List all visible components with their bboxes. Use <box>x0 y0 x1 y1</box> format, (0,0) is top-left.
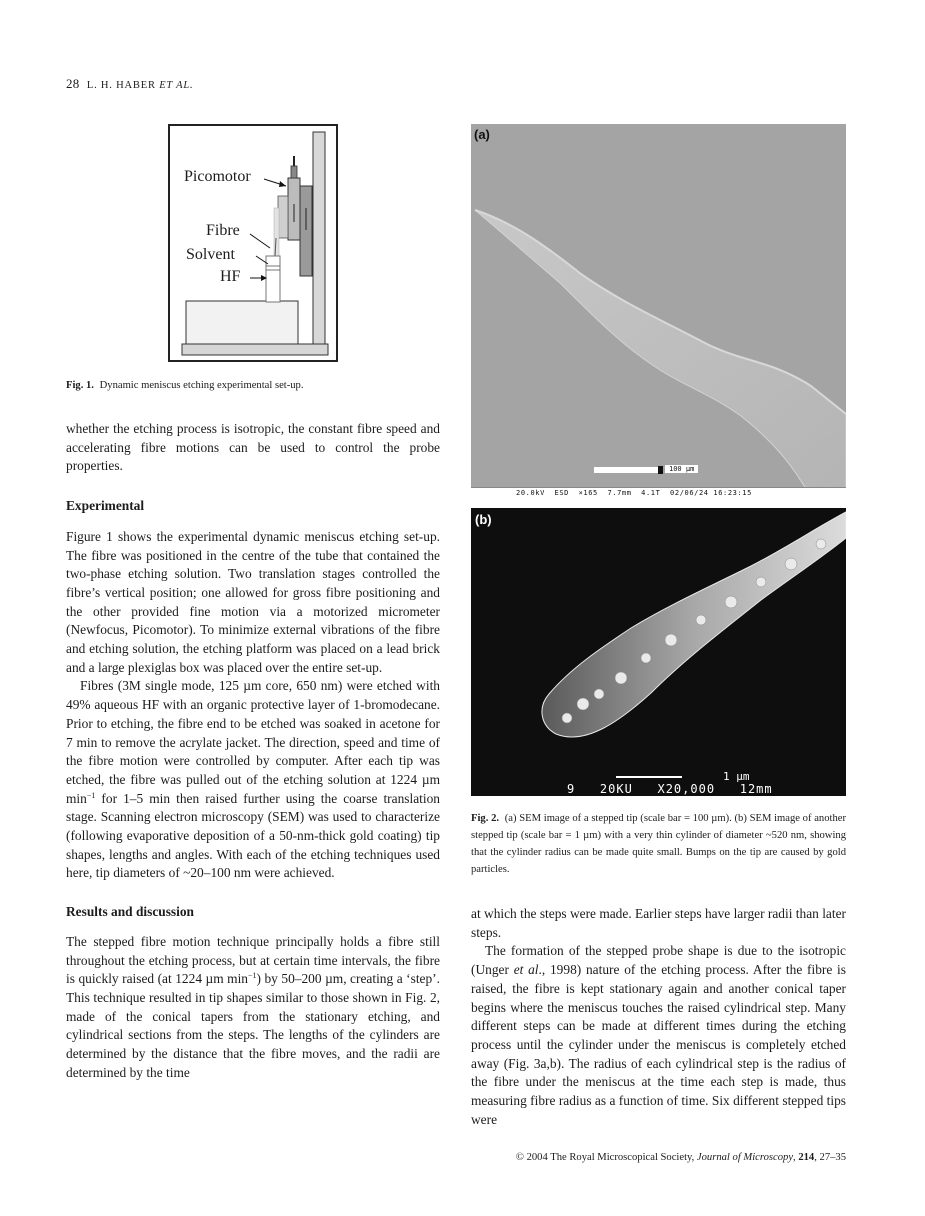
vertical-post <box>313 132 325 344</box>
footer-pages: , 27–35 <box>814 1152 846 1163</box>
stepped-shape-paragraph: The formation of the stepped probe shape is due to the isotropic (Unger et al., 1998) nature of the etching process. After the fibre is raised, the fibre is kept stationary again and another conical taper begins where the meniscus touches the raised cylindrical step. Many different steps can be made at different times during the etching process until the cylinder under the meniscus is completely etched away (Fig. 3a,b). The radius of each cylindrical step is the radius of the fibre under the meniscus at the time each step is made, thus measuring fibre radius as a function of time. Six different stepped tips were <box>471 943 846 1127</box>
results-paragraph-1: The stepped fibre motion technique principally holds a fibre still throughout the etching process, but at certain time intervals, the fibre is quickly raised (at 1224 µm $\min^{-1}$) by 50–200 µm, creating a ‘step’. This technique resulted in tip shapes similar to those shown in Fig. 2, made of the conical tapers from the stationary etching, and cylindrical sections from the steps. The lengths of the cylinders are determined by the distance that the fibre moves, and the radii are determined by the time <box>66 933 440 1080</box>
sem-data-bar-a <box>471 487 846 498</box>
running-head-authors: L. H. HABER <box>86 80 156 91</box>
figure-2-caption-text: (a) SEM image of a stepped tip (scale bar = 100 µm). (b) SEM image of another stepped tip (scale bar = 1 µm) with a very thin cylinder of diameter ~520 nm, showing that the cylinder radius can be made quite small. Bumps on the tip are caused by gold particles. <box>471 813 846 875</box>
sem-data-bar-a-text: 20.0kV ESD ×165 7.7mm 4.1T 02/06/24 16:23:15 <box>516 489 752 497</box>
figure-2-caption-label: Fig. 2. <box>471 813 500 824</box>
footer-volume: 214 <box>798 1152 815 1163</box>
etching-tube <box>266 256 280 302</box>
lead-brick <box>186 301 298 344</box>
figure-2a-image <box>471 124 846 498</box>
footer-journal: Journal of Microscopy <box>696 1152 794 1163</box>
figure-1-frame <box>168 124 338 362</box>
experimental-paragraph-1: Figure 1 shows the experimental dynamic meniscus etching set-up. The fibre was positioned in the centre of the tube that contained the two-phase etching solution. Two translation stages controlled the fibre’s vertical position; one allowed for gross fibre positioning and the other provided fine motion via a motorized micrometer (Newfocus, Picomotor). To minimize external vibrations of the fibre and etching solution, the etching platform was placed on a lead brick and a large plexiglas box was placed over the entire set-up. <box>66 528 440 675</box>
scale-bar-a-label: 100 µm <box>665 465 698 473</box>
experimental-paragraph-2: Fibres (3M single mode, 125 µm core, 650 nm) were etched with 49% aqueous HF with an organic protective layer of 1-bromodecane. Prior to etching, the fibre end to be etched was soaked in acetone for 7 min to remove the acrylate jacket. The direction, speed and time of the fibre motion were controlled by computer. After each tip was etched, the fibre was pulled out of the etching solution at 1224 µm $\min^{-1}$ for 1–5 min then raised further using the coarse translation stage. Scanning electron microscopy (SEM) was used to characterize (following evaporative deposition of a 50-nm-thick gold coating) tip shapes, lengths and angles. With each of the etching techniques used here, tip diameters of ~20–100 nm were achieved. <box>66 678 440 881</box>
panel-b-label: (b) <box>475 512 492 527</box>
scale-bar-b <box>616 776 682 778</box>
base-plate <box>182 344 328 355</box>
panel-a-label: (a) <box>474 127 490 142</box>
figure-2b-image <box>471 508 846 796</box>
running-head-et-al: ET AL. <box>159 80 194 91</box>
continuation-paragraph: at which the steps were made. Earlier steps have larger radii than later steps. <box>471 906 846 940</box>
experimental-heading: Experimental <box>66 498 145 514</box>
results-heading: Results and discussion <box>66 904 195 920</box>
left-column <box>66 420 440 1083</box>
label-hf: HF <box>220 268 241 285</box>
label-picomotor: Picomotor <box>184 168 251 185</box>
fibre <box>274 208 279 258</box>
figure-1-caption-text: Dynamic meniscus etching experimental set-up. <box>99 380 304 391</box>
stepped-tip-a <box>471 124 846 498</box>
right-column <box>471 905 846 1129</box>
figure-1-caption-label: Fig. 1. <box>66 380 94 391</box>
footer-copyright: © 2004 The Royal Microscopical Society, <box>515 1152 697 1163</box>
intro-paragraph: whether the etching process is isotropic, the constant fibre speed and accelerating fibre motions can be used to control the probe properties. <box>66 421 440 474</box>
scale-bar-a <box>594 467 658 473</box>
sem-data-bar-b: 9 20KU X20,000 12mm <box>567 782 773 796</box>
label-solvent: Solvent <box>186 246 235 263</box>
label-fibre: Fibre <box>206 222 240 239</box>
stepped-tip-b <box>471 508 846 796</box>
scale-bar-b-label: 1 µm <box>723 770 750 783</box>
scale-bar-a-black <box>658 466 663 474</box>
translation-stage <box>300 186 312 276</box>
page-footer: © 2004 The Royal Microscopical Society, Journal of Microscopy, 214, 27–35 <box>515 1152 846 1163</box>
figure-2-caption <box>471 810 846 878</box>
figure-1-diagram <box>170 126 336 360</box>
running-head <box>66 76 193 92</box>
page-number: 28 <box>66 76 80 91</box>
figure-1-caption <box>66 377 446 394</box>
